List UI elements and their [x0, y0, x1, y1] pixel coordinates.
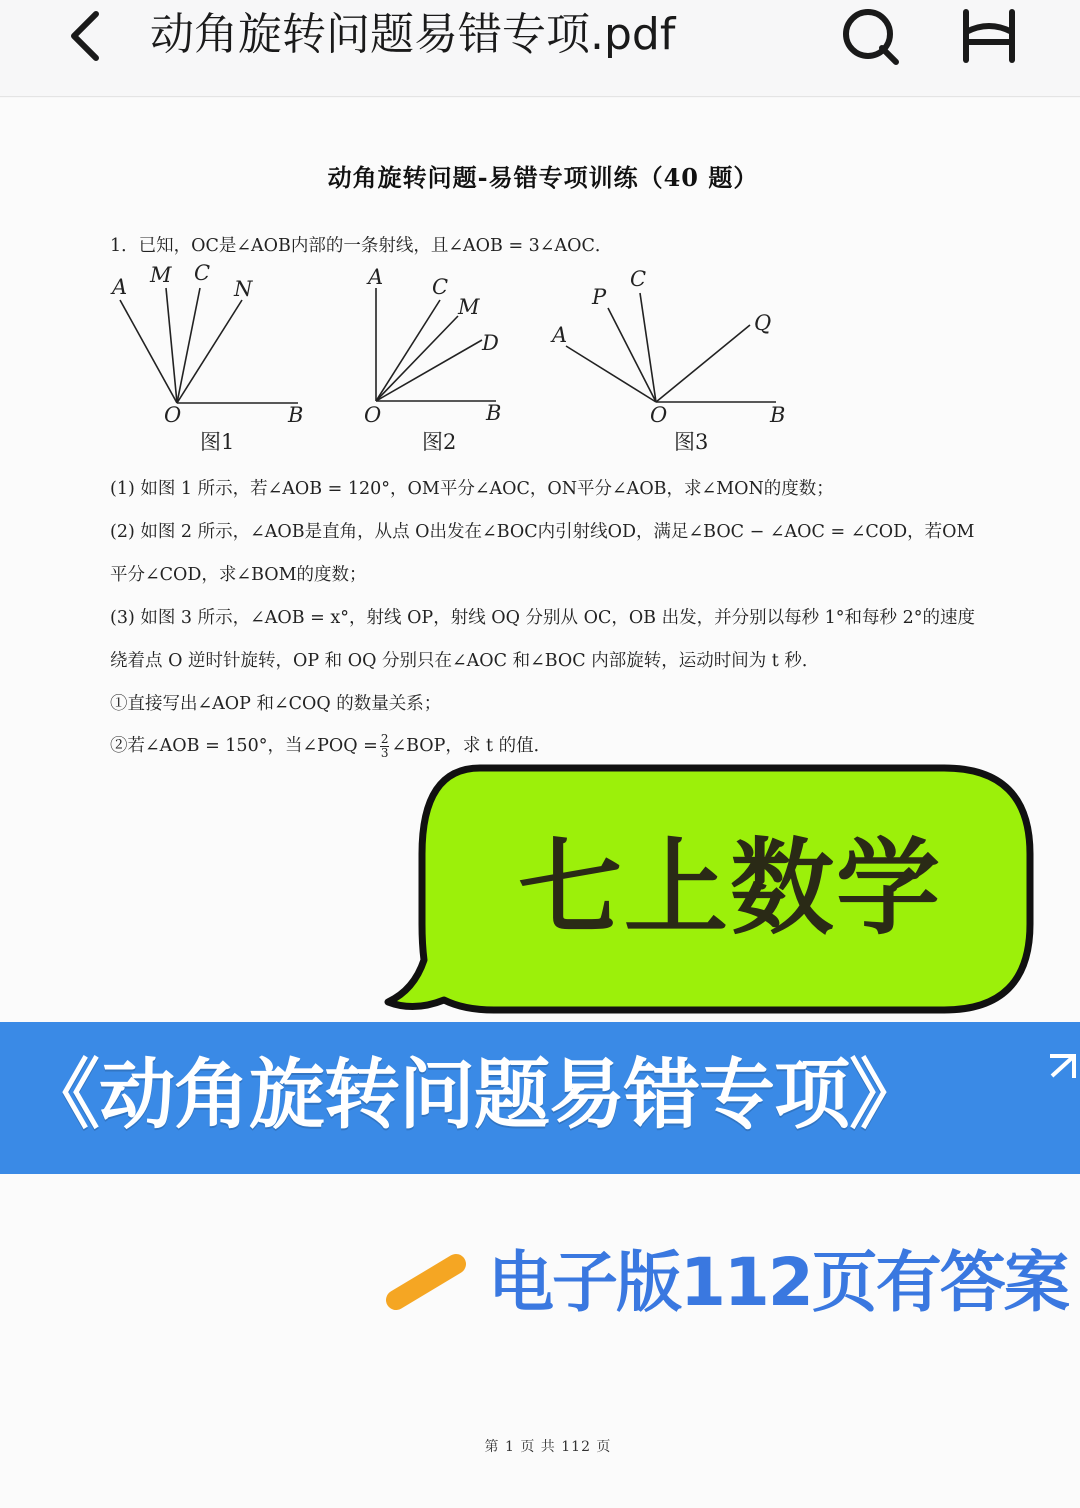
- question-sub-2: [110, 732, 551, 760]
- fig1-label-c: C: [194, 261, 211, 285]
- question-part-2: (2) 如图 2 所示，∠AOB是直角，从点 O出发在∠BOC内引射线OD，满足∠BOC − ∠AOC = ∠COD，若OM: [110, 522, 975, 542]
- chevron-left-icon: [58, 6, 120, 68]
- fig2-label-d: D: [482, 331, 499, 355]
- question-part-3: (3) 如图 3 所示，∠AOB = x°，射线 OP，射线 OQ 分别从 OC，OB 出发，并分别以每秒 1°和每秒 2°的速度: [110, 608, 975, 628]
- fig2-label-m: M: [458, 295, 480, 319]
- fig3-label-q: Q: [754, 311, 772, 335]
- fig3-label-a: A: [552, 323, 568, 347]
- subtitle: 电子版112页有答案: [488, 1244, 1068, 1321]
- question-sub-2-before: ②若∠AOB = 150°，当∠POQ =: [110, 736, 378, 756]
- fig1-label-o: O: [164, 403, 182, 427]
- fig2-label-b: B: [486, 401, 502, 425]
- menu-button[interactable]: [956, 6, 1022, 66]
- figure-3-caption: 图3: [674, 430, 709, 454]
- fig3-label-c: C: [630, 267, 647, 291]
- menu-icon: [956, 6, 1022, 66]
- fig1-label-n: N: [234, 277, 253, 301]
- fig1-label-b: B: [288, 403, 304, 427]
- fig2-label-o: O: [364, 403, 382, 427]
- fig3-label-b: B: [770, 403, 786, 427]
- fig2-label-a: A: [368, 265, 384, 289]
- question-part-1: (1) 如图 1 所示，若∠AOB = 120°，OM平分∠AOC，ON平分∠AOB，求∠MON的度数；: [110, 479, 834, 499]
- fraction-denominator: 3: [380, 746, 389, 760]
- fig3-label-p: P: [592, 285, 607, 309]
- search-icon: [838, 6, 904, 66]
- figure-2-caption: 图2: [422, 430, 457, 454]
- bubble-title: 七上数学: [517, 827, 942, 949]
- highlighter-stroke-icon: [386, 1250, 468, 1312]
- paper-title: 动角旋转问题-易错专项训练（40 题）: [327, 163, 759, 192]
- question-intro: 1．已知，OC是∠AOB内部的一条射线，且∠AOB = 3∠AOC．: [110, 236, 613, 256]
- page-indicator: 第 1 页 共 112 页: [484, 1439, 612, 1455]
- question-sub-1: ①直接写出∠AOP 和∠COQ 的数量关系；: [110, 694, 442, 714]
- document-title: 动角旋转问题易错专项.pdf: [150, 9, 676, 60]
- fig1-label-a: A: [112, 275, 128, 299]
- fraction-numerator: 2: [380, 732, 389, 746]
- fraction-two-thirds: [380, 733, 390, 760]
- question-part-2-cont: 平分∠COD，求∠BOM的度数；: [110, 565, 367, 585]
- fig1-label-m: M: [150, 263, 172, 287]
- fig2-label-c: C: [432, 275, 449, 299]
- figure-1-caption: 图1: [200, 430, 235, 454]
- top-bar: [0, 0, 1080, 97]
- fig3-label-o: O: [650, 403, 668, 427]
- search-button[interactable]: [838, 6, 904, 66]
- arrow-icon: [1040, 1050, 1080, 1090]
- banner-title: 《动角旋转问题易错专项》: [24, 1050, 924, 1139]
- question-sub-2-after: ∠BOP，求 t 的值．: [391, 736, 552, 756]
- question-part-3-cont: 绕着点 O 逆时针旋转，OP 和 OQ 分别只在∠AOC 和∠BOC 内部旋转，运动时间为 t 秒．: [110, 651, 820, 671]
- back-button[interactable]: [58, 6, 120, 68]
